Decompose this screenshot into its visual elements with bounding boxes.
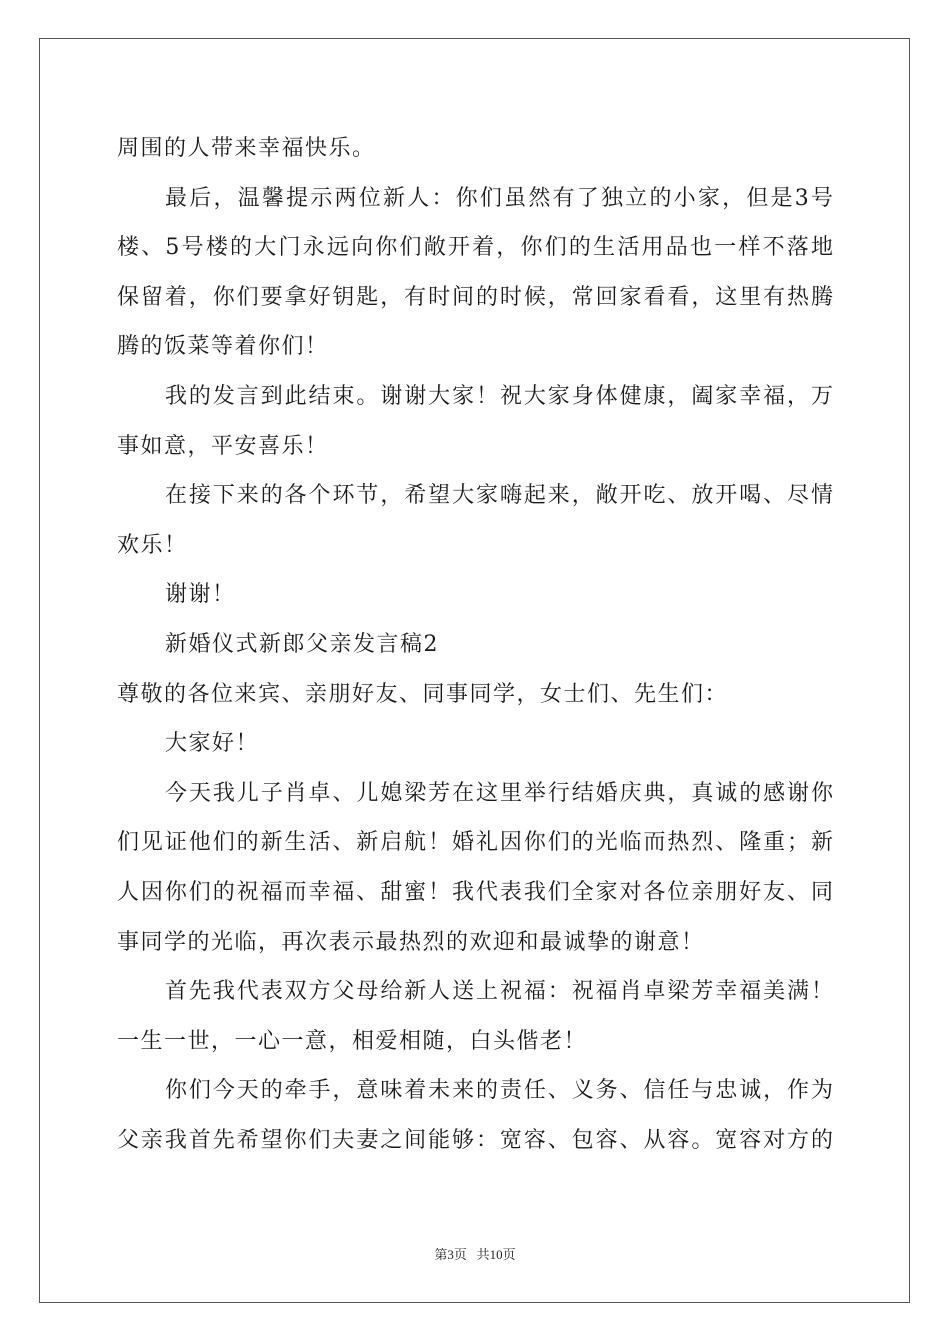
page-total: 共10页 — [476, 1247, 516, 1262]
text-line: 腾的饭菜等着你们！ — [117, 334, 329, 360]
text-line: 最后，温馨提示两位新人：你们虽然有了独立的小家，但是3号 — [165, 185, 833, 211]
text-line: 们见证他们的新生活、新启航！婚礼因你们的光临而热烈、隆重；新 — [117, 830, 833, 856]
text-line: 我的发言到此结束。谢谢大家！祝大家身体健康，阖家幸福，万 — [165, 383, 833, 409]
text-line: 人因你们的祝福而幸福、甜蜜！我代表我们全家对各位亲朋好友、同 — [117, 879, 833, 905]
text-line: 欢乐！ — [117, 532, 188, 558]
text-line: 今天我儿子肖卓、儿媳梁芳在这里举行结婚庆典，真诚的感谢你 — [165, 780, 833, 806]
page-number: 第3页 — [434, 1247, 467, 1262]
text-line: 保留着，你们要拿好钥匙，有时间的时候，常回家看看，这里有热腾 — [117, 284, 833, 310]
text-line: 谢谢！ — [165, 582, 236, 608]
text-line: 首先我代表双方父母给新人送上祝福：祝福肖卓梁芳幸福美满！ — [165, 979, 833, 1005]
text-line: 楼、5号楼的大门永远向你们敞开着，你们的生活用品也一样不落地 — [117, 235, 833, 261]
text-line: 在接下来的各个环节，希望大家嗨起来，敞开吃、放开喝、尽情 — [165, 483, 833, 509]
salutation-line: 尊敬的各位来宾、亲朋好友、同事同学，女士们、先生们： — [117, 681, 729, 707]
section-heading: 新婚仪式新郎父亲发言稿2 — [165, 631, 439, 657]
text-line: 事同学的光临，再次表示最热烈的欢迎和最诚挚的谢意！ — [117, 929, 705, 955]
text-line: 事如意，平安喜乐！ — [117, 433, 329, 459]
page-footer — [0, 1246, 950, 1264]
text-line: 大家好！ — [165, 731, 260, 757]
text-line: 你们今天的牵手，意味着未来的责任、义务、信任与忠诚，作为 — [165, 1078, 833, 1104]
document-body — [117, 124, 833, 1165]
text-line: 周围的人带来幸福快乐。 — [117, 136, 376, 161]
text-line: 一生一世，一心一意，相爱相随，白头偕老！ — [117, 1028, 588, 1054]
text-line: 父亲我首先希望你们夫妻之间能够：宽容、包容、从容。宽容对方的 — [117, 1127, 833, 1153]
